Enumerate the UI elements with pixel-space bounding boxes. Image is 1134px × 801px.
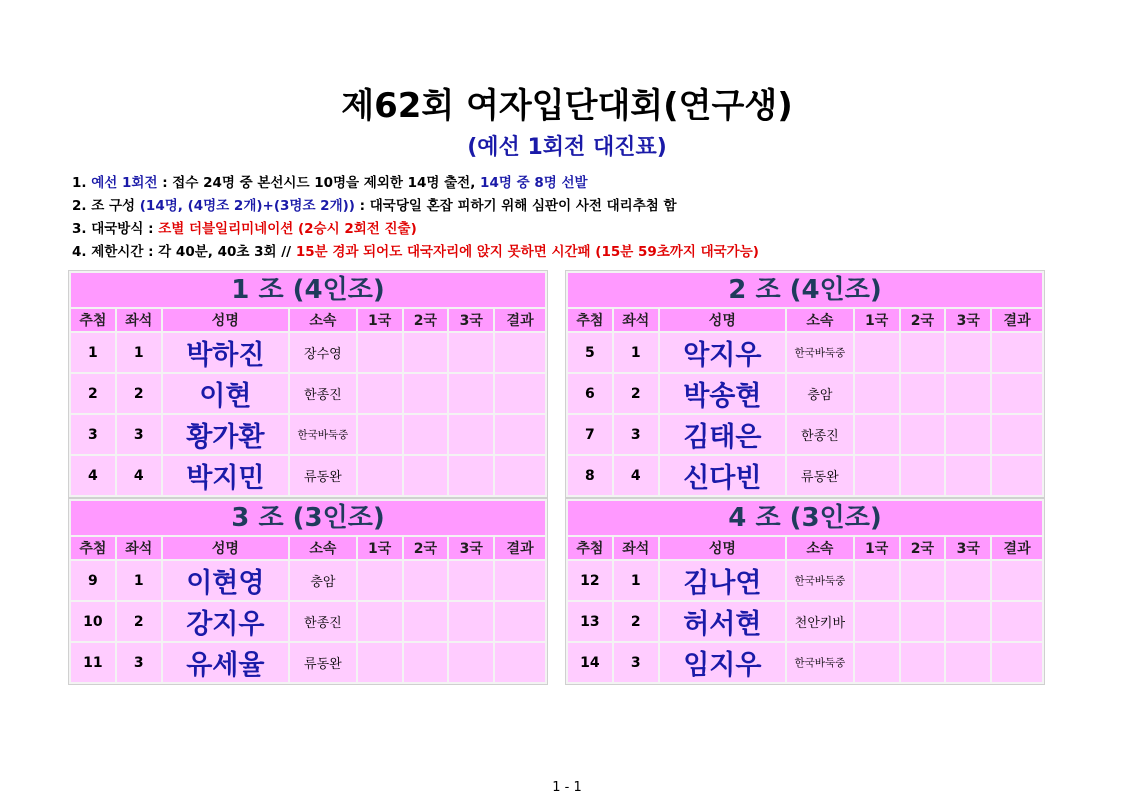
seat-number-cell: 1 [614,333,658,372]
result-cell [495,561,545,600]
game-2-cell [404,333,448,372]
affiliation-cell: 류동완 [290,643,356,682]
rule-segment: 2. 조 구성 [72,198,140,214]
game-1-cell [855,415,899,454]
game-3-cell [946,602,990,641]
rule-item [72,172,759,195]
game-3-cell [449,561,493,600]
seat-number-cell: 4 [614,456,658,495]
table-row [71,374,545,413]
seat-number-cell: 2 [117,374,161,413]
player-name-cell: 허서현 [660,602,785,641]
rule-segment: 4. 제한시간 : 각 40분, 40초 3회 // [72,244,296,260]
affiliation-cell: 한종진 [787,415,853,454]
table-row [568,456,1042,495]
player-name-cell: 악지우 [660,333,785,372]
column-header: 3국 [449,537,493,559]
table-row [568,415,1042,454]
affiliation-cell: 한국바둑중 [787,561,853,600]
column-header: 추첨 [568,537,612,559]
game-1-cell [855,643,899,682]
seat-number-cell: 3 [117,415,161,454]
player-name-cell: 황가환 [163,415,288,454]
column-header: 2국 [404,309,448,331]
draw-number-cell: 7 [568,415,612,454]
column-header: 좌석 [614,537,658,559]
game-3-cell [946,333,990,372]
group-table [69,307,547,497]
table-row [568,602,1042,641]
group-3-panel [68,498,548,685]
game-2-cell [404,374,448,413]
result-cell [495,374,545,413]
rule-segment: : 대국당일 혼잡 피하기 위해 심판이 사전 대리추첨 함 [354,198,677,214]
rule-segment: (14명, (4명조 2개)+(3명조 2개)) [139,198,355,214]
game-1-cell [855,456,899,495]
rule-segment: 예선 1회전 [91,175,158,191]
seat-number-cell: 1 [117,561,161,600]
rule-segment: 3. 대국방식 : [72,221,159,237]
player-name-cell: 신다빈 [660,456,785,495]
game-2-cell [404,561,448,600]
group-table [566,535,1044,684]
result-cell [992,456,1042,495]
game-3-cell [946,561,990,600]
affiliation-cell: 한국바둑중 [787,333,853,372]
draw-number-cell: 3 [71,415,115,454]
group-table [566,307,1044,497]
column-header: 결과 [495,537,545,559]
player-name-cell: 유세율 [163,643,288,682]
table-row [71,602,545,641]
game-3-cell [449,415,493,454]
game-2-cell [901,561,945,600]
draw-number-cell: 8 [568,456,612,495]
column-header: 1국 [358,537,402,559]
rule-segment: 14명 중 8명 선발 [480,175,588,191]
game-2-cell [901,415,945,454]
game-1-cell [358,333,402,372]
column-header: 추첨 [568,309,612,331]
affiliation-cell: 한국바둑중 [787,643,853,682]
group-title: 4 조 (3인조) [568,501,1042,535]
game-3-cell [449,602,493,641]
column-header: 2국 [901,309,945,331]
table-header-row [568,537,1042,559]
draw-number-cell: 13 [568,602,612,641]
seat-number-cell: 4 [117,456,161,495]
game-1-cell [855,333,899,372]
game-2-cell [404,415,448,454]
rule-item [72,218,759,241]
result-cell [992,333,1042,372]
table-header-row [71,309,545,331]
table-row [568,561,1042,600]
column-header: 3국 [449,309,493,331]
page-number: 1 - 1 [552,780,582,795]
result-cell [992,374,1042,413]
table-row [568,374,1042,413]
rule-item [72,195,759,218]
seat-number-cell: 1 [117,333,161,372]
column-header: 좌석 [614,309,658,331]
table-row [71,456,545,495]
game-2-cell [404,643,448,682]
table-row [71,415,545,454]
draw-number-cell: 2 [71,374,115,413]
affiliation-cell: 한종진 [290,374,356,413]
affiliation-cell: 한국바둑중 [290,415,356,454]
game-2-cell [404,456,448,495]
affiliation-cell: 류동완 [787,456,853,495]
affiliation-cell: 한종진 [290,602,356,641]
column-header: 3국 [946,537,990,559]
player-name-cell: 박지민 [163,456,288,495]
game-3-cell [449,374,493,413]
rule-segment: 15분 경과 되어도 대국자리에 앉지 못하면 시간패 (15분 59초까지 대국가능) [295,244,759,260]
draw-number-cell: 6 [568,374,612,413]
table-row [568,333,1042,372]
result-cell [495,456,545,495]
game-2-cell [901,602,945,641]
game-2-cell [901,374,945,413]
draw-number-cell: 4 [71,456,115,495]
draw-number-cell: 11 [71,643,115,682]
affiliation-cell: 충암 [290,561,356,600]
affiliation-cell: 천안키바 [787,602,853,641]
group-title: 3 조 (3인조) [71,501,545,535]
page-subtitle: (예선 1회전 대진표) [467,135,667,160]
table-header-row [71,537,545,559]
table-row [71,333,545,372]
column-header: 추첨 [71,537,115,559]
player-name-cell: 강지우 [163,602,288,641]
seat-number-cell: 3 [614,415,658,454]
affiliation-cell: 장수영 [290,333,356,372]
group-title: 2 조 (4인조) [568,273,1042,307]
result-cell [992,561,1042,600]
column-header: 2국 [404,537,448,559]
game-1-cell [358,561,402,600]
game-1-cell [358,602,402,641]
game-3-cell [946,374,990,413]
rule-segment: 1. [72,175,92,191]
seat-number-cell: 1 [614,561,658,600]
column-header: 추첨 [71,309,115,331]
game-3-cell [449,456,493,495]
draw-number-cell: 1 [71,333,115,372]
column-header: 소속 [290,537,356,559]
affiliation-cell: 충암 [787,374,853,413]
rule-segment: : 접수 24명 중 본선시드 10명을 제외한 14명 출전, [157,175,481,191]
result-cell [992,415,1042,454]
group-table [69,535,547,684]
game-2-cell [404,602,448,641]
result-cell [495,602,545,641]
column-header: 결과 [992,537,1042,559]
rule-item [72,241,759,264]
game-1-cell [855,561,899,600]
table-row [568,643,1042,682]
column-header: 결과 [495,309,545,331]
column-header: 좌석 [117,537,161,559]
seat-number-cell: 3 [614,643,658,682]
game-3-cell [946,643,990,682]
player-name-cell: 김태은 [660,415,785,454]
column-header: 1국 [855,309,899,331]
game-2-cell [901,456,945,495]
game-1-cell [358,643,402,682]
result-cell [992,643,1042,682]
page-title: 제62회 여자입단대회(연구생) [341,86,793,126]
column-header: 1국 [358,309,402,331]
group-2-panel [565,270,1045,498]
seat-number-cell: 2 [614,602,658,641]
player-name-cell: 이현 [163,374,288,413]
draw-number-cell: 9 [71,561,115,600]
column-header: 성명 [163,309,288,331]
game-3-cell [946,456,990,495]
result-cell [495,415,545,454]
column-header: 결과 [992,309,1042,331]
column-header: 소속 [787,309,853,331]
column-header: 성명 [660,309,785,331]
player-name-cell: 임지우 [660,643,785,682]
column-header: 소속 [787,537,853,559]
group-title: 1 조 (4인조) [71,273,545,307]
table-header-row [568,309,1042,331]
column-header: 소속 [290,309,356,331]
result-cell [495,643,545,682]
draw-number-cell: 14 [568,643,612,682]
seat-number-cell: 3 [117,643,161,682]
draw-number-cell: 10 [71,602,115,641]
game-1-cell [855,602,899,641]
group-1-panel [68,270,548,498]
column-header: 2국 [901,537,945,559]
game-1-cell [855,374,899,413]
rule-segment: 조별 더블일리미네이션 (2승시 2회전 진출) [158,221,417,237]
draw-number-cell: 5 [568,333,612,372]
column-header: 3국 [946,309,990,331]
table-row [71,561,545,600]
game-1-cell [358,415,402,454]
rules-list [72,172,759,264]
game-1-cell [358,374,402,413]
result-cell [495,333,545,372]
seat-number-cell: 2 [614,374,658,413]
column-header: 성명 [660,537,785,559]
player-name-cell: 박하진 [163,333,288,372]
affiliation-cell: 류동완 [290,456,356,495]
game-3-cell [449,333,493,372]
game-3-cell [449,643,493,682]
group-4-panel [565,498,1045,685]
draw-number-cell: 12 [568,561,612,600]
game-3-cell [946,415,990,454]
player-name-cell: 박송현 [660,374,785,413]
game-1-cell [358,456,402,495]
player-name-cell: 이현영 [163,561,288,600]
game-2-cell [901,333,945,372]
result-cell [992,602,1042,641]
seat-number-cell: 2 [117,602,161,641]
column-header: 좌석 [117,309,161,331]
game-2-cell [901,643,945,682]
player-name-cell: 김나연 [660,561,785,600]
column-header: 1국 [855,537,899,559]
table-row [71,643,545,682]
column-header: 성명 [163,537,288,559]
